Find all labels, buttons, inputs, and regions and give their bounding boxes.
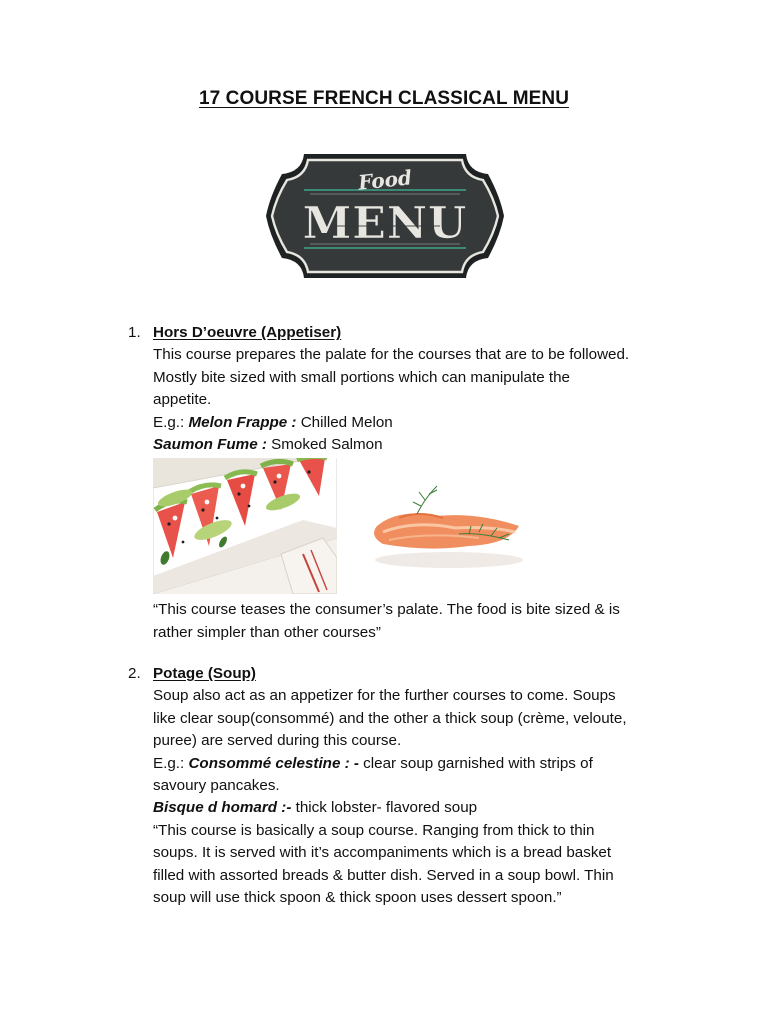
example-dish-name: Bisque d homard :-: [153, 799, 296, 817]
quote-line: soup will use thick spoon & thick spoon uses dessert spoon.”: [153, 889, 562, 907]
course-section-hors-doeuvre: [128, 322, 688, 644]
section-text-line: like clear soup(consommé) and the other a thick soup (crème, veloute,: [153, 709, 627, 727]
section-text-line: puree) are served during this course.: [153, 732, 402, 750]
food-menu-badge-logo: [264, 150, 506, 282]
section-text-line: This course prepares the palate for the courses that are to be followed.: [153, 346, 630, 364]
quote-line: rather simpler than other courses”: [153, 623, 381, 641]
example-line: [153, 753, 688, 775]
smoked-salmon-photo: [359, 474, 539, 574]
example-line: savoury pancakes.: [153, 777, 280, 795]
appetiser-photos: [153, 458, 688, 596]
example-prefix: E.g.:: [153, 413, 189, 431]
badge-food-text: Food: [357, 165, 413, 195]
section-number: 2.: [128, 665, 141, 682]
section-text-line: appetite.: [153, 391, 212, 409]
example-dish-name: Melon Frappe :: [188, 413, 301, 431]
course-section-potage: [128, 663, 688, 909]
section-heading: Potage (Soup): [153, 665, 256, 682]
example-line: [153, 797, 688, 819]
example-line: [153, 412, 688, 434]
section-text-line: Mostly bite sized with small portions which can manipulate the: [153, 368, 571, 386]
example-line: [153, 434, 688, 456]
example-dish-desc: Chilled Melon: [300, 413, 393, 431]
example-dish-name: Consommé celestine : -: [188, 754, 364, 772]
quote-line: soups. It is served with it’s accompaniments which is a bread basket: [153, 844, 612, 862]
quote-line: “This course is basically a soup course. Ranging from thick to thin: [153, 821, 595, 839]
section-number: 1.: [128, 324, 141, 341]
example-dish-desc: Smoked Salmon: [271, 436, 383, 454]
example-prefix: E.g.:: [153, 754, 189, 772]
page-title-text: 17 COURSE FRENCH CLASSICAL MENU: [198, 88, 570, 109]
example-dish-desc: clear soup garnished with strips of: [363, 754, 593, 772]
page-title: [0, 88, 768, 110]
section-text-line: Soup also act as an appetizer for the further courses to come. Soups: [153, 687, 616, 705]
quote-line: “This course teases the consumer’s palate. The food is bite sized & is: [153, 601, 620, 619]
watermelon-slices-photo: [153, 458, 337, 594]
quote-line: filled with assorted breads & butter dish. Served in a soup bowl. Thin: [153, 866, 614, 884]
example-dish-name: Saumon Fume :: [153, 436, 272, 454]
badge-menu-text: MENU: [302, 198, 468, 249]
section-heading: Hors D’oeuvre (Appetiser): [153, 324, 342, 341]
example-dish-desc: thick lobster- flavored soup: [295, 799, 478, 817]
